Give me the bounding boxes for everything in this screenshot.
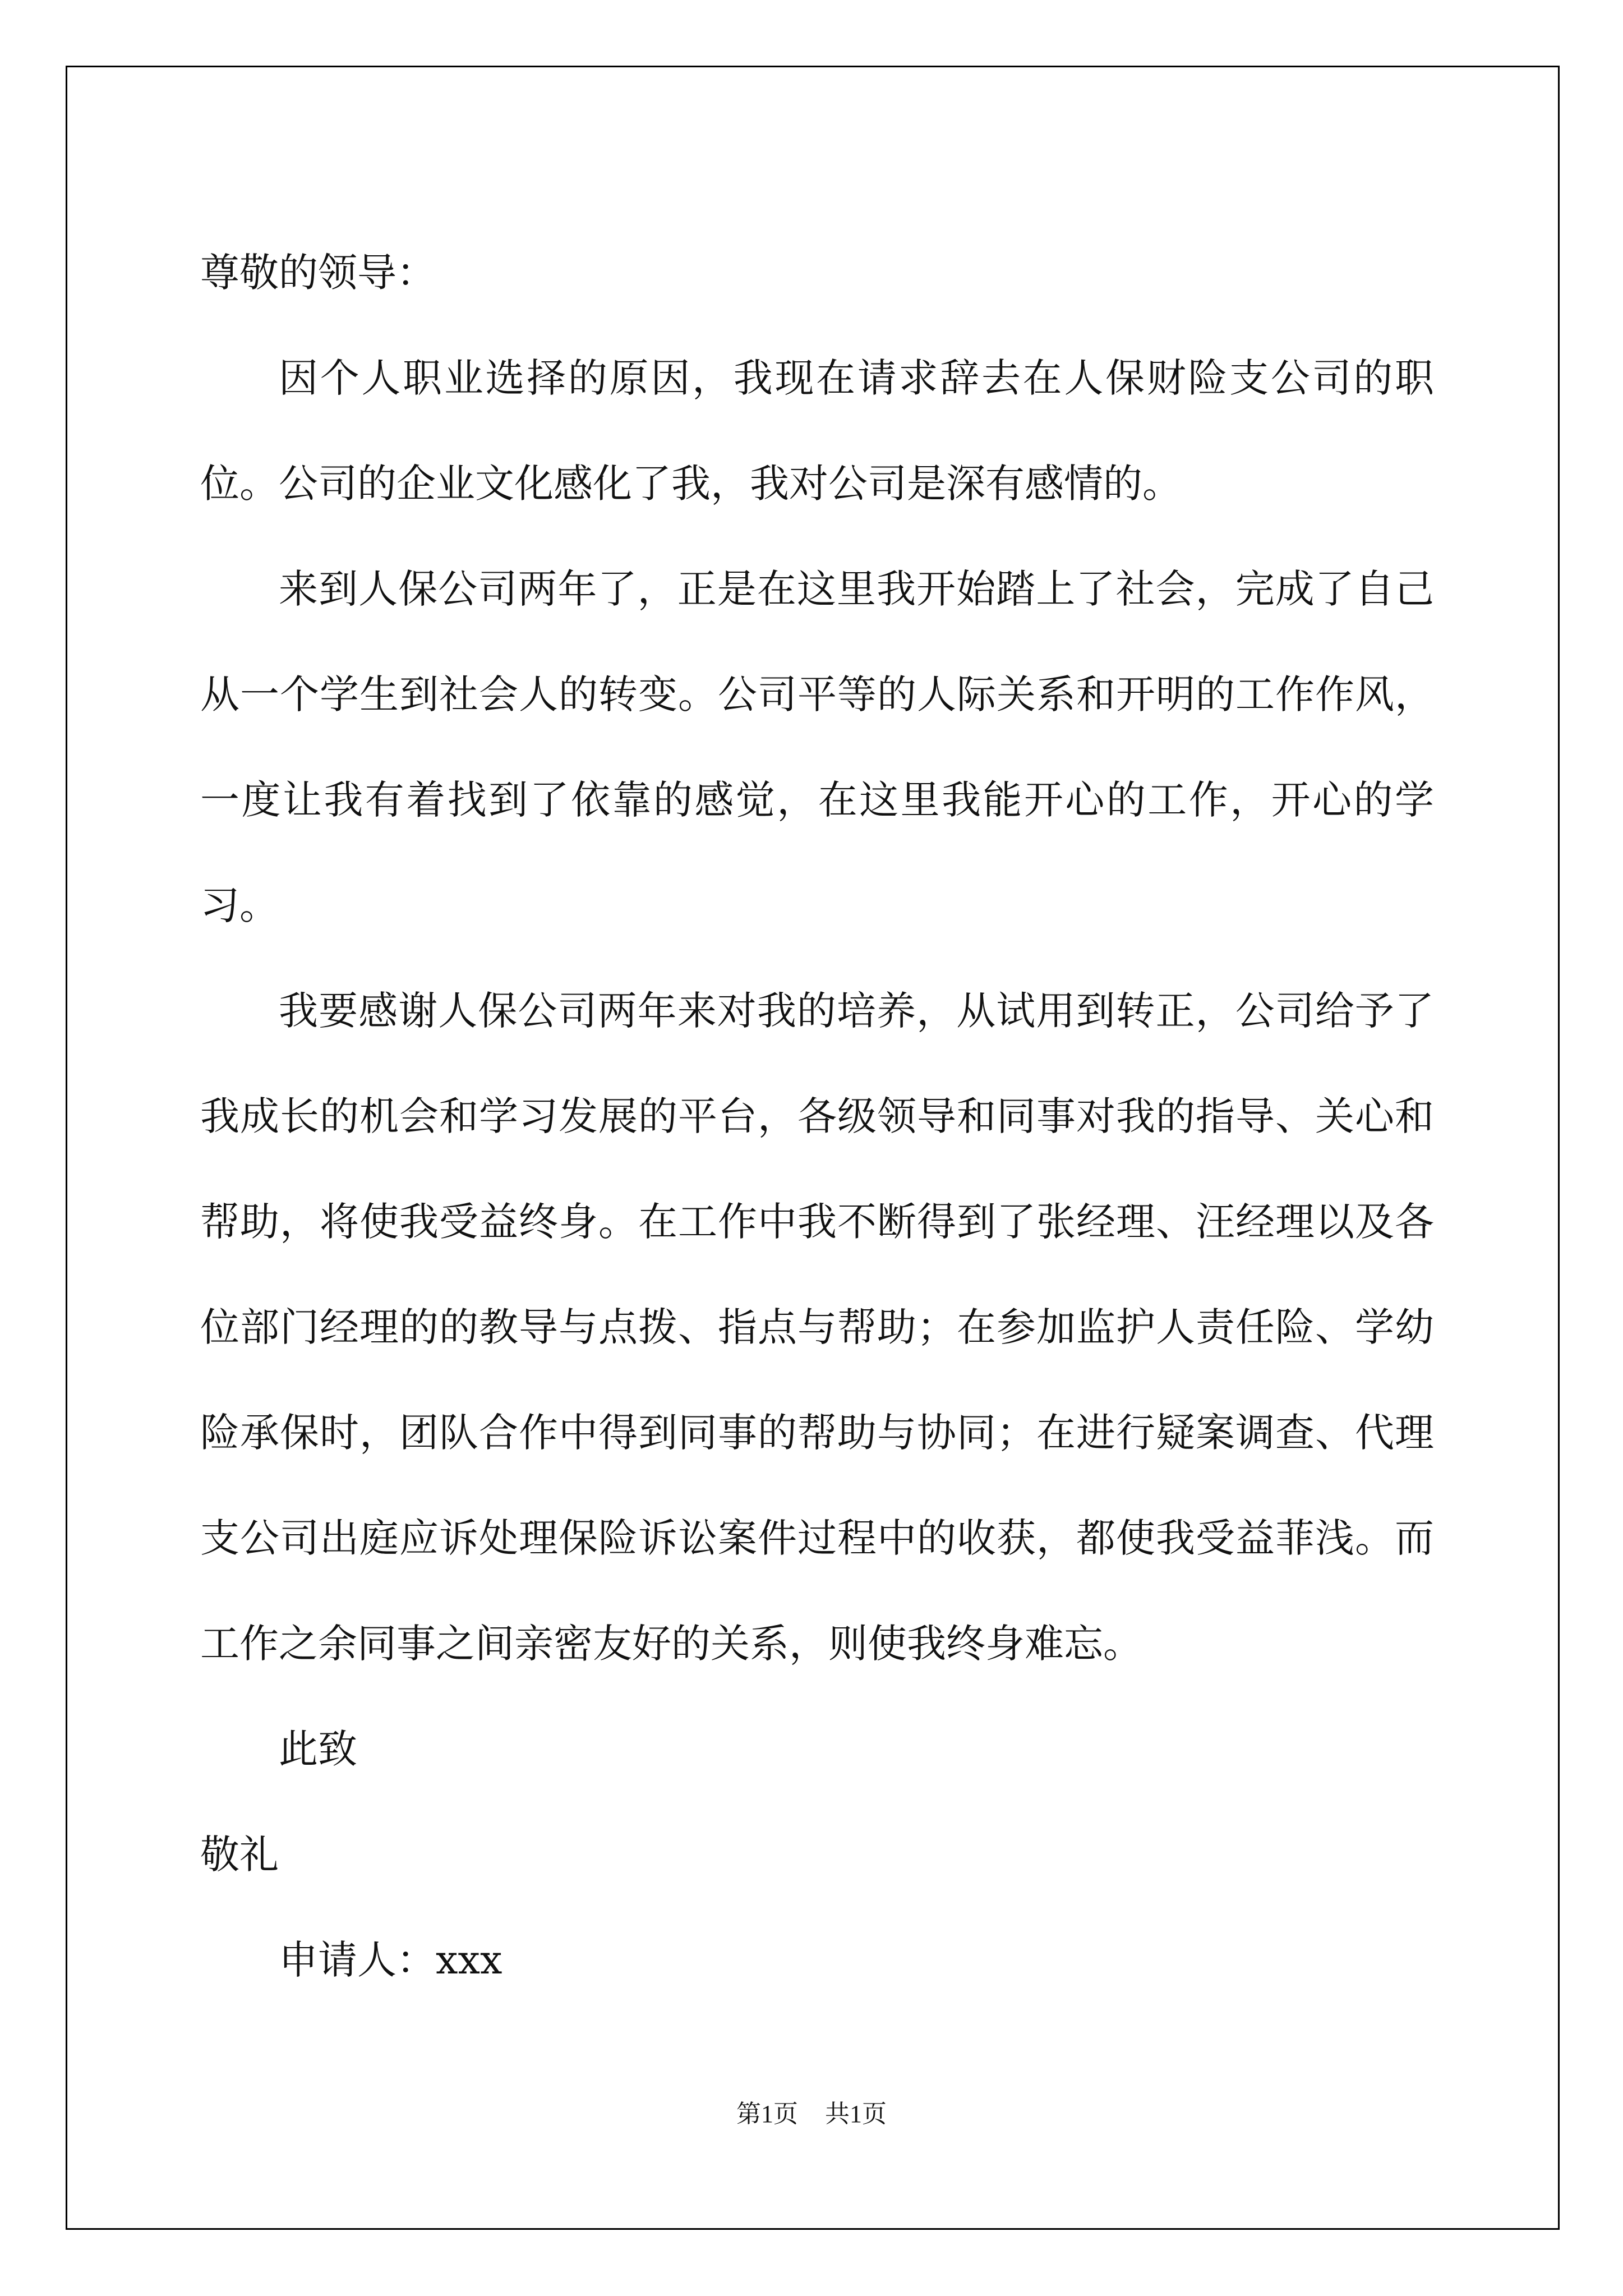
paragraph-1: 因个人职业选择的原因，我现在请求辞去在人保财险支公司的职位。公司的企业文化感化了我，我对公司是深有感情的。: [200, 355, 1434, 507]
page-number: 第1页: [736, 2100, 798, 2128]
closing: 此致: [279, 1726, 357, 1772]
paragraph-3: 我要感谢人保公司两年来对我的培养，从试用到转正，公司给予了我成长的机会和学习发展的平台，各级领导和同事对我的指导、关心和帮助，将使我受益终身。在工作中我不断得到了张经理、汪经理以及各位部门经理的的教导与点拨、指点与帮助；在参加监护人责任险、学幼险承保时，团队合作中得到同事的帮助与协同；在进行疑案调查、代理支公司出庭应诉处理保险诉讼案件过程中的收获，都使我受益菲浅。而工作之余同事之间亲密友好的关系，则使我终身难忘。: [200, 988, 1434, 1667]
salutation: 尊敬的领导：: [200, 250, 436, 296]
regards: 敬礼: [200, 1832, 279, 1878]
signature: 申请人：xxx: [279, 1937, 502, 1983]
letter-body: [200, 220, 1434, 2013]
page-total: 共1页: [825, 2100, 887, 2128]
paragraph-2: 来到人保公司两年了，正是在这里我开始踏上了社会，完成了自己从一个学生到社会人的转变。公司平等的人际关系和开明的工作作风，一度让我有着找到了依靠的感觉，在这里我能开心的工作，开心的学习。: [200, 566, 1434, 928]
page-footer: [0, 2093, 1623, 2129]
